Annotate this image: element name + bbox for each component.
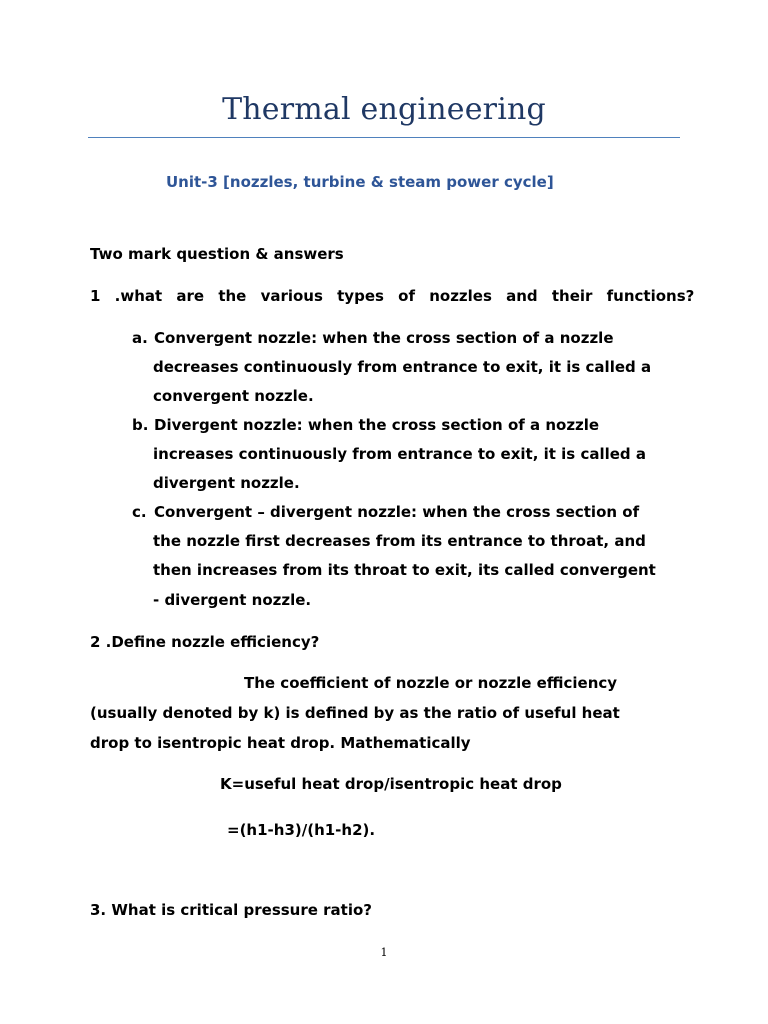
answer-line: The coefficient of nozzle or nozzle efficiency	[244, 674, 618, 692]
formula-line: K=useful heat drop/isentropic heat drop	[220, 775, 562, 793]
list-item-continuation: increases continuously from entrance to exit, it is called a	[153, 445, 647, 463]
list-item-continuation: - divergent nozzle.	[153, 591, 312, 609]
list-item-label: b.	[132, 416, 149, 434]
list-item-c	[132, 503, 639, 521]
list-item-continuation: convergent nozzle.	[153, 387, 314, 405]
list-item-label: a.	[132, 329, 148, 347]
list-item-continuation: the nozzle first decreases from its entrance to throat, and	[153, 532, 646, 550]
section-heading: Two mark question & answers	[90, 245, 344, 263]
list-item-text: Convergent – divergent nozzle: when the cross section of	[154, 503, 640, 521]
answer-line: (usually denoted by k) is defined by as the ratio of useful heat	[90, 704, 620, 722]
formula-line: =(h1-h3)/(h1-h2).	[227, 821, 376, 839]
list-item-a	[132, 329, 614, 347]
list-item-b	[132, 416, 599, 434]
answer-line: drop to isentropic heat drop. Mathematically	[90, 734, 471, 752]
question-1: 1 .what are the various types of nozzles and their functions?	[90, 287, 695, 305]
page-number: 1	[380, 946, 388, 959]
list-item-continuation: decreases continuously from entrance to exit, it is called a	[153, 358, 652, 376]
question-2: 2 .Define nozzle efficiency?	[90, 633, 320, 651]
question-3: 3. What is critical pressure ratio?	[90, 901, 372, 919]
list-item-continuation: divergent nozzle.	[153, 474, 300, 492]
list-item-text: Convergent nozzle: when the cross section of a nozzle	[154, 329, 614, 347]
unit-subtitle: Unit-3 [nozzles, turbine & steam power cycle]	[166, 173, 554, 191]
document-title: Thermal engineering	[222, 92, 546, 127]
title-divider	[88, 137, 680, 138]
list-item-text: Divergent nozzle: when the cross section of a nozzle	[154, 416, 600, 434]
list-item-label: c.	[132, 503, 147, 521]
list-item-continuation: then increases from its throat to exit, its called convergent	[153, 561, 656, 579]
